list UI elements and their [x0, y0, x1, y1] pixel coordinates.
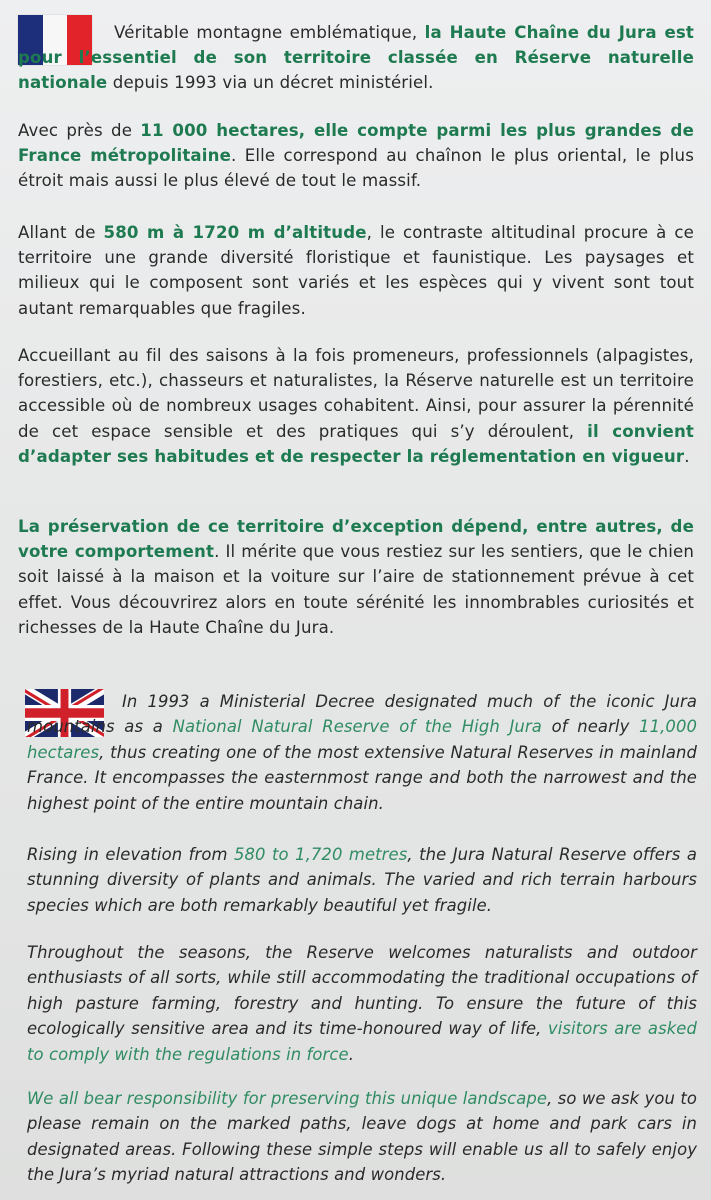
- highlight: 580 m à 1720 m d’altitude: [103, 223, 367, 242]
- french-paragraph-5: [18, 514, 694, 640]
- french-paragraph-3: [18, 220, 694, 321]
- highlight: visitors are asked to comply with the regulations in force: [27, 1019, 697, 1064]
- text: Véritable montagne emblématique,: [114, 23, 425, 42]
- text: Rising in elevation from: [27, 845, 234, 864]
- text: , the Jura Natural Reserve offers a stunning diversity of plants and animals. The varied and rich terrain harbours species which are both remarkably beautiful yet fragile.: [27, 845, 697, 915]
- text: , so we ask you to please remain on the marked paths, leave dogs at home and park cars in designated areas. Following these simple steps will enable us all to safely enjoy the Jura’s myriad natural attractions and wonders.: [27, 1089, 697, 1185]
- text: Avec près de: [18, 121, 141, 140]
- english-paragraph-2: [27, 842, 697, 918]
- highlight: National Natural Reserve of the High Jura: [172, 717, 542, 737]
- highlight: We all bear responsibility for preserving this unique landscape: [27, 1089, 548, 1108]
- english-paragraph-4: [27, 1086, 697, 1188]
- highlight: La préservation de ce territoire d’exception dépend, entre autres, de votre comportement: [18, 517, 694, 562]
- text: , le contraste altitudinal procure à ce territoire une grande diversité floristique et faunistique. Les paysages et milieux qui le composent sont variés et les espèces qui y vivent sont tout autant remarquables que fragiles.: [18, 223, 694, 318]
- text: In 1993 a Ministerial Decree designated much of the iconic Jura mountains as a: [27, 692, 697, 737]
- highlight: il convient d’adapter ses habitudes et de respecter la réglementation en vigueur: [18, 421, 694, 466]
- text: Allant de: [18, 223, 104, 242]
- text: . Il mérite que vous restiez sur les sentiers, que le chien soit laissé à la maison et la voiture sur l’aire de stationnement prévue à cet effet. Vous découvrirez alors en toute sérénité les innombrables curiosités et richesses de la Haute Chaîne du Jura.: [18, 542, 695, 637]
- text: Accueillant au fil des saisons à la fois promeneurs, professionnels (alpagistes, forestiers, etc.), chasseurs et naturalistes, la Réserve naturelle est un territoire accessible où de nombreux usages cohabitent. Ainsi, pour assurer la pérennité de cet espace sensible et des pratiques qui s’y déroulent,: [18, 346, 694, 441]
- french-paragraph-2: [18, 118, 694, 194]
- english-paragraph-1: [27, 689, 697, 816]
- highlight: la Haute Chaîne du Jura est pour l’essentiel de son territoire classée en Réserve naturelle nationale: [18, 23, 694, 93]
- french-paragraph-1: [18, 20, 694, 96]
- text: . Elle correspond au chaînon le plus oriental, le plus étroit mais aussi le plus élevé de tout le massif.: [18, 146, 694, 191]
- text: depuis 1993 via un décret ministériel.: [107, 73, 434, 93]
- english-paragraph-3: [27, 940, 697, 1067]
- text: of nearly: [541, 717, 640, 737]
- text: Throughout the seasons, the Reserve welcomes naturalists and outdoor enthusiasts of all sorts, while still accommodating the traditional occupations of high pasture farming, forestry and hunting. To ensure the future of this ecologically sensitive area and its time-honoured way of life,: [27, 943, 697, 1039]
- text: , thus creating one of the most extensive Natural Reserves in mainland France. It encompasses the easternmost range and both the narrowest and the highest point of the entire mountain chain.: [27, 742, 697, 813]
- highlight: 11 000 hectares, elle compte parmi les plus grandes de France métropolitaine: [18, 121, 694, 166]
- text: .: [684, 446, 690, 466]
- highlight: 580 to 1,720 metres: [233, 845, 408, 864]
- text: .: [348, 1044, 354, 1064]
- highlight: 11,000 hectares: [27, 717, 697, 762]
- french-paragraph-4: [18, 343, 694, 469]
